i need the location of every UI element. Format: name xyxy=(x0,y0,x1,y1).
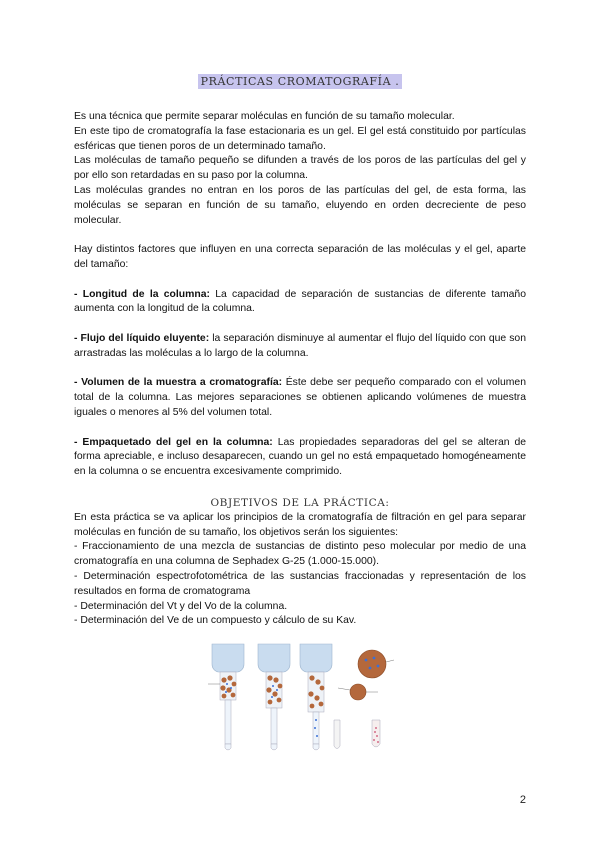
factor-term: - Volumen de la muestra a cromatografía: xyxy=(74,377,283,389)
page-number: 2 xyxy=(519,794,526,806)
gel-filtration-figure xyxy=(208,640,400,758)
factor-term: - Empaquetado del gel en la columna: xyxy=(74,436,273,448)
objective-item: - Determinación del Ve de un compuesto y cálculo de su Kav. xyxy=(74,615,357,627)
intro-paragraph: Las moléculas de tamaño pequeño se difunden a través de los poros de las partículas del gel y por ello son retardadas en su paso por la columna. xyxy=(74,155,526,182)
factor-text: La capacidad de separación de sustancias de diferente tamaño aumenta con la longitud de la columna. xyxy=(74,288,526,315)
factor-text: Éste debe ser pequeño comparado con el volumen total de la columna. Las mejores separaciones se obtienen aplicando volúmenes de muestra iguales o menores al 5% del volumen total. xyxy=(74,377,526,418)
intro-paragraph: En este tipo de cromatografía la fase estacionaria es un gel. El gel está constituido por partículas esféricas que tienen poros de un determinado tamaño. xyxy=(74,125,526,152)
objective-item: - Determinación del Vt y del Vo de la columna. xyxy=(74,600,288,612)
objectives-intro: En esta práctica se va aplicar los principios de la cromatografía de filtración en gel para separar moléculas en función de su tamaño, los objetivos serán los siguientes: xyxy=(74,511,526,538)
page-title-text: PRÁCTICAS CROMATOGRAFÍA . xyxy=(198,74,403,89)
factor-item xyxy=(74,288,526,318)
factor-term: - Flujo del líquido eluyente: xyxy=(74,332,210,344)
intro-paragraph: Las moléculas grandes no entran en los poros de las partículas del gel, de esta forma, las moléculas se separan en función de su tamaño, eluyendo en orden decreciente de peso molecular. xyxy=(74,184,526,226)
fraction-tube xyxy=(372,720,380,747)
factor-item xyxy=(74,332,526,362)
intro-section xyxy=(74,110,526,629)
page-title xyxy=(0,72,600,90)
factor-item xyxy=(74,376,526,420)
column-1 xyxy=(208,644,244,750)
factors-intro: Hay distintos factores que influyen en una correcta separación de las moléculas y el gel, aparte del tamaño: xyxy=(74,244,526,270)
objectives-title: OBJETIVOS DE LA PRÁCTICA: xyxy=(210,496,390,509)
factor-item xyxy=(74,436,526,480)
column-2 xyxy=(258,644,290,750)
collection-tube xyxy=(334,720,340,749)
objective-item: - Determinación espectrofotométrica de las sustancias fraccionadas y representación de los resultados en forma de cromatograma xyxy=(74,570,526,597)
factor-term: - Longitud de la columna: xyxy=(74,288,210,300)
column-3 xyxy=(300,644,332,750)
factor-text: la separación disminuye al aumentar el flujo del líquido con que son arrastradas las moléculas a lo largo de la columna. xyxy=(74,332,526,359)
intro-paragraph: Es una técnica que permite separar moléculas en función de su tamaño molecular. xyxy=(74,111,455,122)
factor-text: Las propiedades separadoras del gel se alteran de forma apreciable, e incluso desaparecen, cuando un gel no está empaquetado homogéneamente en la columna o se encuentra excesivamente comprimido. xyxy=(74,436,527,478)
gel-bead-detail xyxy=(338,650,394,700)
objective-item: - Fraccionamiento de una mezcla de sustancias de distinto peso molecular por medio de una cromatografía en una columna de Sephadex G-25 (1.000-15.000). xyxy=(74,541,526,568)
